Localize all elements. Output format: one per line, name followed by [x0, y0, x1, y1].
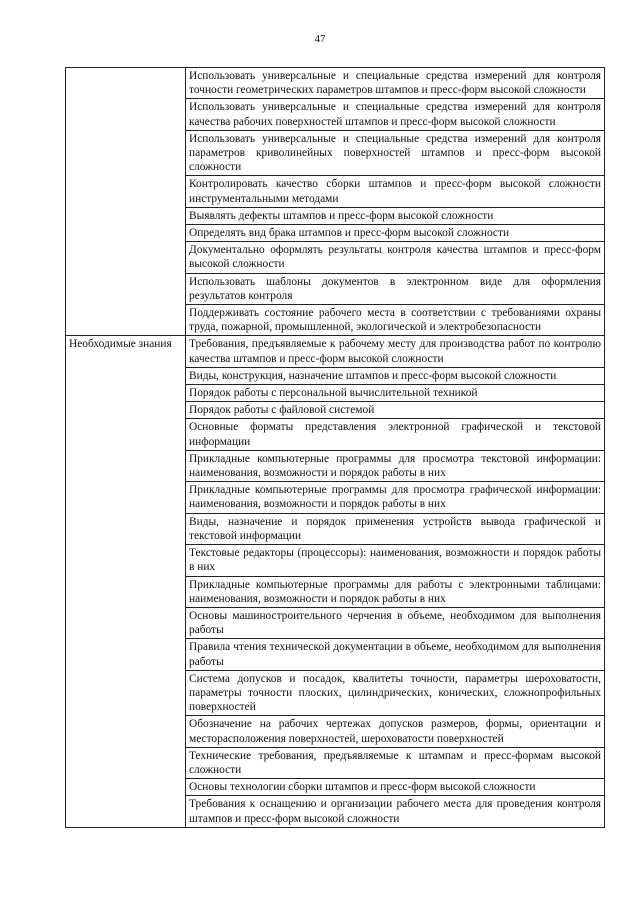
- requirement-cell: [186, 305, 605, 336]
- requirement-text: Основы машиностроительного черчения в объеме, необходимом для выполнения работы: [189, 609, 601, 637]
- requirement-cell: [186, 450, 605, 481]
- page-number: 47: [314, 33, 326, 45]
- requirement-cell: [186, 207, 605, 224]
- requirement-cell: [186, 576, 605, 607]
- section-label-cell: [66, 336, 186, 827]
- requirement-text: Правила чтения технической документации в объеме, необходимом для выполнения работы: [189, 641, 601, 668]
- requirement-text: Требования к оснащению и организации рабочего места для проведения контроля штампов и пресс-форм высокой сложности: [189, 798, 601, 825]
- requirement-text: Использовать универсальные и специальные средства измерений для контроля точности геометрических параметров штампов и пресс-форм высокой сложности: [189, 70, 601, 97]
- requirement-cell: [186, 482, 605, 513]
- requirement-cell: [186, 607, 605, 638]
- requirement-text: Основы технологии сборки штампов и пресс-форм высокой сложности: [189, 781, 536, 794]
- requirement-text: Прикладные компьютерные программы для просмотра графической информации: наименования, возможности и порядок работы в них: [189, 484, 601, 511]
- requirement-cell: [186, 545, 605, 576]
- requirement-cell: [186, 242, 605, 273]
- requirement-cell: [186, 176, 605, 207]
- requirement-cell: [186, 779, 605, 796]
- requirement-cell: [186, 99, 605, 130]
- requirement-cell: [186, 273, 605, 304]
- requirement-cell: [186, 796, 605, 827]
- requirement-text: Технические требования, предъявляемые к штампам и пресс-формам высокой сложности: [189, 749, 601, 776]
- requirement-text: Порядок работы с файловой системой: [189, 404, 375, 417]
- requirement-cell: [186, 402, 605, 419]
- requirement-text: Контролировать качество сборки штампов и пресс-форм высокой сложности инструментальными методами: [189, 178, 601, 205]
- requirement-cell: [186, 336, 605, 367]
- requirement-text: Поддерживать состояние рабочего места в соответствии с требованиями охраны труда, пожарной, промышленной, экологической и электробезопасности: [189, 307, 601, 334]
- section-label: Необходимые знания: [69, 338, 172, 351]
- requirements-table: [65, 67, 605, 828]
- requirement-cell: [186, 670, 605, 716]
- requirement-text: Использовать универсальные и специальные средства измерений для контроля качества рабочих поверхностей штампов и пресс-форм высокой сложности: [189, 101, 601, 128]
- requirement-text: Требования, предъявляемые к рабочему месту для производства работ по контролю качества штампов и пресс-форм высокой сложности: [189, 338, 601, 365]
- requirement-cell: [186, 747, 605, 778]
- requirement-cell: [186, 385, 605, 402]
- requirement-cell: [186, 716, 605, 747]
- requirement-text: Основные форматы представления электронной графической и текстовой информации: [189, 421, 601, 448]
- requirement-text: Использовать шаблоны документов в электронном виде для оформления результатов контроля: [189, 275, 601, 302]
- section-label-cell: [66, 68, 186, 336]
- requirement-text: Порядок работы с персональной вычислительной техникой: [189, 387, 478, 400]
- requirement-cell: [186, 367, 605, 384]
- requirements-table-body: [66, 68, 605, 828]
- requirement-text: Использовать универсальные и специальные средства измерений для контроля параметров криволинейных поверхностей штампов и пресс-форм высокой сложности: [189, 132, 601, 174]
- requirement-cell: [186, 639, 605, 670]
- requirement-text: Определять вид брака штампов и пресс-форм высокой сложности: [189, 227, 510, 240]
- requirement-cell: [186, 225, 605, 242]
- requirement-cell: [186, 513, 605, 544]
- requirement-text: Система допусков и посадок, квалитеты точности, параметры шероховатости, параметры точности плоских, цилиндрических, конических, сложнопрофильных поверхностей: [189, 672, 601, 714]
- requirement-cell: [186, 419, 605, 450]
- table-row: [66, 68, 605, 99]
- requirement-text: Прикладные компьютерные программы для работы с электронными таблицами: наименования, возможности и порядок работы в них: [189, 578, 601, 605]
- requirement-text: Выявлять дефекты штампов и пресс-форм высокой сложности: [189, 209, 494, 222]
- table-row: [66, 336, 605, 367]
- requirement-text: Виды, назначение и порядок применения устройств вывода графической и текстовой информации: [189, 515, 601, 542]
- requirement-text: Прикладные компьютерные программы для просмотра текстовой информации: наименования, возможности и порядок работы в них: [189, 452, 601, 480]
- requirement-cell: [186, 68, 605, 99]
- requirement-cell: [186, 130, 605, 176]
- requirement-text: Документально оформлять результаты контроля качества штампов и пресс-форм высокой сложности: [189, 244, 601, 271]
- requirement-text: Обозначение на рабочих чертежах допусков размеров, формы, ориентации и месторасположения поверхностей, шероховатости поверхностей: [189, 718, 601, 745]
- requirement-text: Текстовые редакторы (процессоры): наименования, возможности и порядок работы в них: [189, 547, 601, 574]
- requirement-text: Виды, конструкция, назначение штампов и пресс-форм высокой сложности: [189, 369, 557, 382]
